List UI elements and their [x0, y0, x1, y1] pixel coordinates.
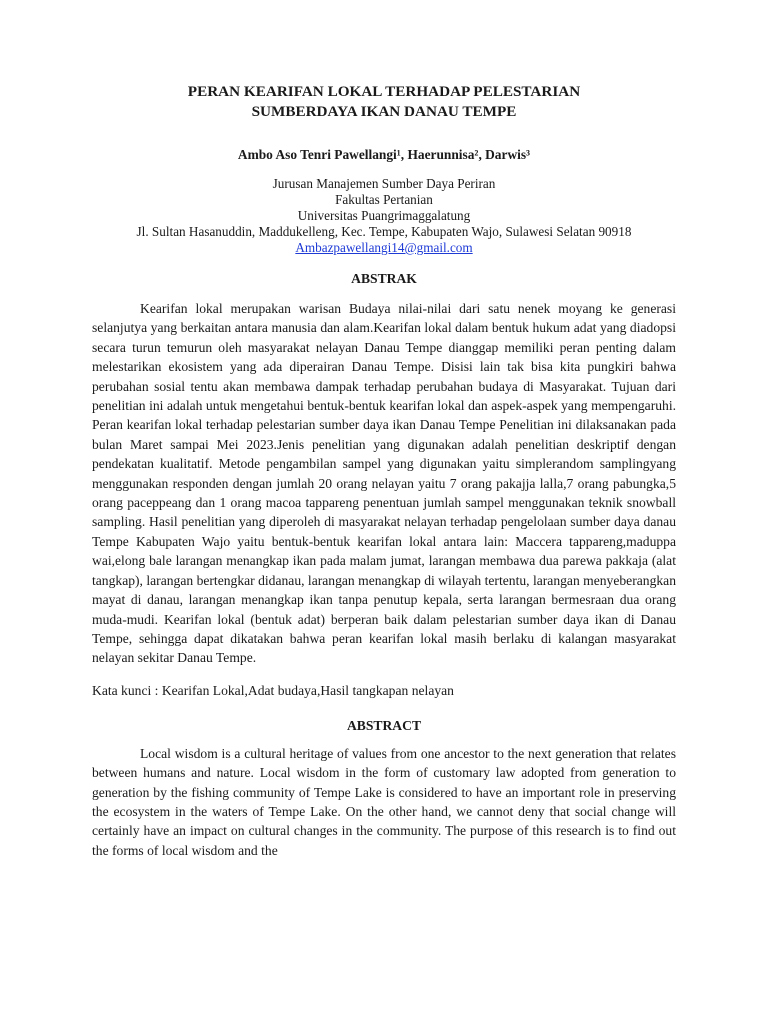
title-line-1: PERAN KEARIFAN LOKAL TERHADAP PELESTARIAN	[187, 83, 581, 100]
affiliation-block	[92, 176, 676, 256]
paper-title	[92, 82, 676, 122]
paper-page	[92, 82, 676, 860]
author-list: Ambo Aso Tenri Pawellangi¹, Haerunnisa², Darwis³	[237, 147, 531, 162]
author-email-link[interactable]: Ambazpawellangi14@gmail.com	[295, 240, 473, 255]
abstract-heading: ABSTRACT	[346, 717, 422, 733]
abstract-body: Local wisdom is a cultural heritage of values from one ancestor to the next generation that relates between humans and nature. Local wisdom in the form of customary law adopted from generation to generation by the fishing community of Tempe Lake is considered to have an important role in preserving the ecosystem in the waters of Tempe Lake. On the other hand, we cannot deny that social change will certainly have an impact on cultural changes in the community. The purpose of this research is to find out the forms of local wisdom and the	[92, 745, 676, 858]
title-line-2: SUMBERDAYA IKAN DANAU TEMPE	[251, 103, 517, 120]
abstrak-heading: ABSTRAK	[351, 271, 417, 286]
abstrak-body: Kearifan lokal merupakan warisan Budaya nilai-nilai dari satu nenek moyang ke generasi selanjutya yang berkaitan antara manusia dan alam.Kearifan lokal dalam bentuk hukum adat yang diadopsi secara turun temurun oleh masyarakat nelayan Danau Tempe dianggap memiliki peran penting dalam melestarikan ekosistem yang ada diperairan Danau Tempe. Disisi lain tak bisa kita pungkiri bahwa perubahan sosial tentu akan membawa dampak terhadap perubahan budaya di Masyarakat. Tujuan dari penelitian ini adalah untuk mengetahui bentuk-bentuk kearifan lokal dan aspek-aspek yang mempengaruhi. Peran kearifan lokal terhadap pelestarian sumber daya ikan Danau Tempe Penelitian ini dilaksanakan pada bulan Maret sampai Mei 2023.Jenis penelitian yang digunakan adalah penelitian deskriptif dengan pendekatan kualitatif. Metode pengambilan sampel yang digunakan yaitu simplerandom samplingyang menggunakan responden dengan jumlah 20 orang nelayan yaitu 7 orang pakajja lalla,7 orang pabungka,5 orang paceppeang dan 1 orang macoa tappareng penentuan jumlah sampel menggunakan teknik snowball sampling. Hasil penelitian yang diperoleh di masyarakat nelayan terhadap pengelolaan sumber daya danau Tempe Kabupaten Wajo yaitu bentuk-bentuk kearifan lokal antara lain: Maccera tappareng,maduppa wai,elong bale larangan menangkap ikan pada malam jumat, larangan membawa dua parewa pakkaja (alat tangkap), larangan bertengkar didanau, larangan menangkap di wilayah tertentu, larangan menyeberangkan mayat di danau, larangan menangkap ikan tanpa penutup kepala, serta larangan bermesraan dua orang muda-mudi. Kearifan lokal (bentuk adat) berperan baik dalam pelestarian sumber daya ikan di Danau Tempe, sehingga dapat dikatakan bahwa peran kearifan lokal masih berlaku di kalangan masyarakat nelayan sekitar Danau Tempe.	[92, 301, 676, 666]
keywords-line: Kata kunci : Kearifan Lokal,Adat budaya,Hasil tangkapan nelayan	[92, 682, 454, 698]
affiliation-faculty: Fakultas Pertanian	[335, 192, 433, 207]
affiliation-university: Universitas Puangrimaggalatung	[297, 208, 471, 223]
affiliation-department: Jurusan Manajemen Sumber Daya Periran	[272, 176, 496, 191]
affiliation-address: Jl. Sultan Hasanuddin, Maddukelleng, Kec. Tempe, Kabupaten Wajo, Sulawesi Selatan 90918	[136, 224, 632, 239]
